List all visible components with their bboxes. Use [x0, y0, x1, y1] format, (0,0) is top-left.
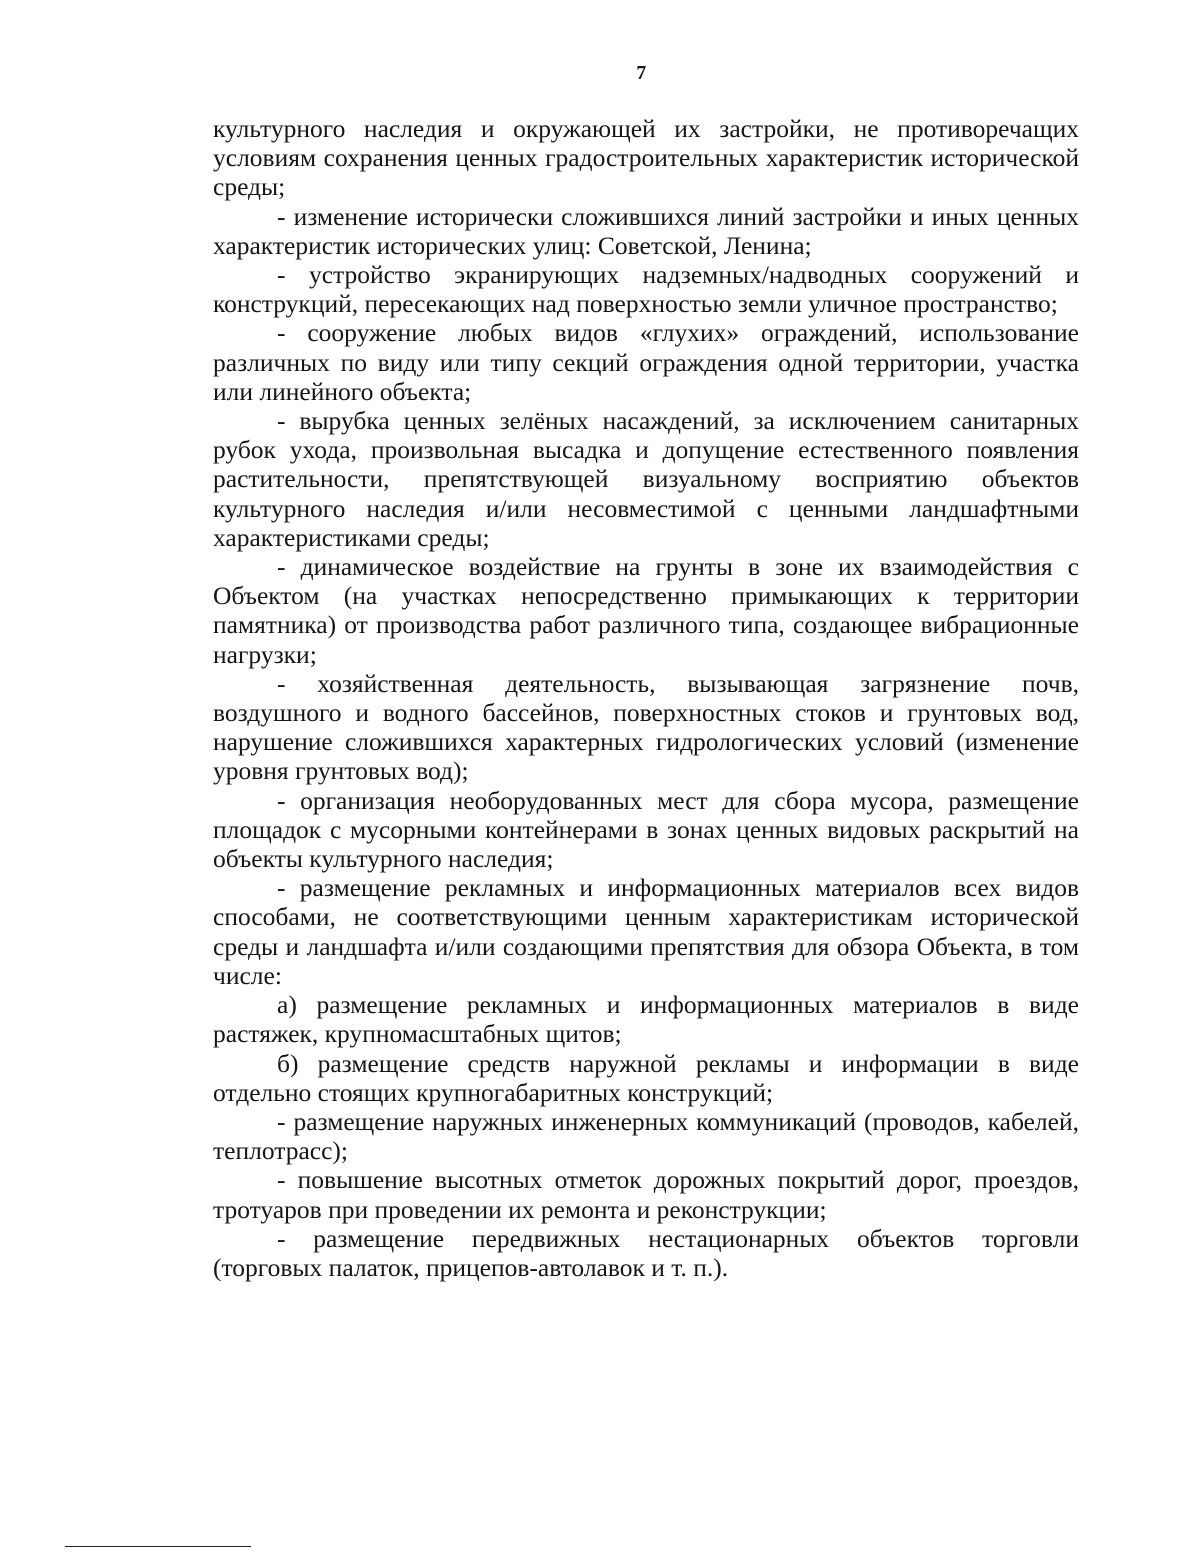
- list-item-screening-structures: - устройство экранирующих надземных/надводных сооружений и конструкций, пересекающих над поверхностью земли уличное пространство;: [213, 260, 1079, 319]
- list-item-mobile-trade: - размещение передвижных нестационарных объектов торговли (торговых палаток, прицепов-автолавок и т. п.).: [213, 1223, 1079, 1282]
- list-item-garbage-sites: - организация необорудованных мест для сбора мусора, размещение площадок с мусорными контейнерами в зонах ценных видовых раскрытий на объекты культурного наследия;: [213, 785, 1079, 874]
- list-item-fences: - сооружение любых видов «глухих» ограждений, использование различных по виду или типу секций ограждения одной территории, участка или линейного объекта;: [213, 318, 1079, 406]
- list-item-building-lines: - изменение исторически сложившихся линий застройки и иных ценных характеристик исторических улиц: Советской, Ленина;: [213, 201, 1079, 260]
- list-item-tree-felling: - вырубка ценных зелёных насаждений, за исключением санитарных рубок ухода, произвольная высадка и допущение естественного появления растительности, препятствующей визуальному восприятию объектов культурного наследия и/или несовместимой с ценными ландшафтными характеристиками среды;: [213, 406, 1079, 552]
- list-item-pollution: - хозяйственная деятельность, вызывающая загрязнение почв, воздушного и водного бассейнов, поверхностных стоков и грунтовых вод, нарушение сложившихся характерных гидрологических условий (изменение уровня грунтовых вод);: [213, 668, 1079, 786]
- list-item-utilities: - размещение наружных инженерных коммуникаций (проводов, кабелей, теплотрасс);: [213, 1106, 1079, 1166]
- list-item-dynamic-impact: - динамическое воздействие на грунты в зоне их взаимодействия с Объектом (на участках непосредственно примыкающих к территории памятника) от производства работ различного типа, создающее вибрационные нагрузки;: [213, 552, 1079, 669]
- list-item-advertising-b: б) размещение средств наружной рекламы и информации в виде отдельно стоящих крупногабаритных конструкций;: [213, 1048, 1079, 1107]
- page-number: 7: [636, 62, 647, 84]
- footnote-divider: [65, 1546, 251, 1547]
- list-item-road-levels: - повышение высотных отметок дорожных покрытий дорог, проездов, тротуаров при проведении их ремонта и реконструкции;: [213, 1165, 1079, 1224]
- document-body: [213, 114, 1079, 1282]
- list-item-advertising-a: а) размещение рекламных и информационных материалов в виде растяжек, крупномасштабных щитов;: [213, 990, 1079, 1049]
- list-item-advertising: - размещение рекламных и информационных материалов всех видов способами, не соответствующими ценным характеристикам исторической среды и ландшафта и/или создающими препятствия для обзора Объекта, в том числе:: [213, 873, 1079, 990]
- paragraph-continuation: культурного наследия и окружающей их застройки, не противоречащих условиям сохранения ценных градостроительных характеристик исторической среды;: [213, 114, 1079, 202]
